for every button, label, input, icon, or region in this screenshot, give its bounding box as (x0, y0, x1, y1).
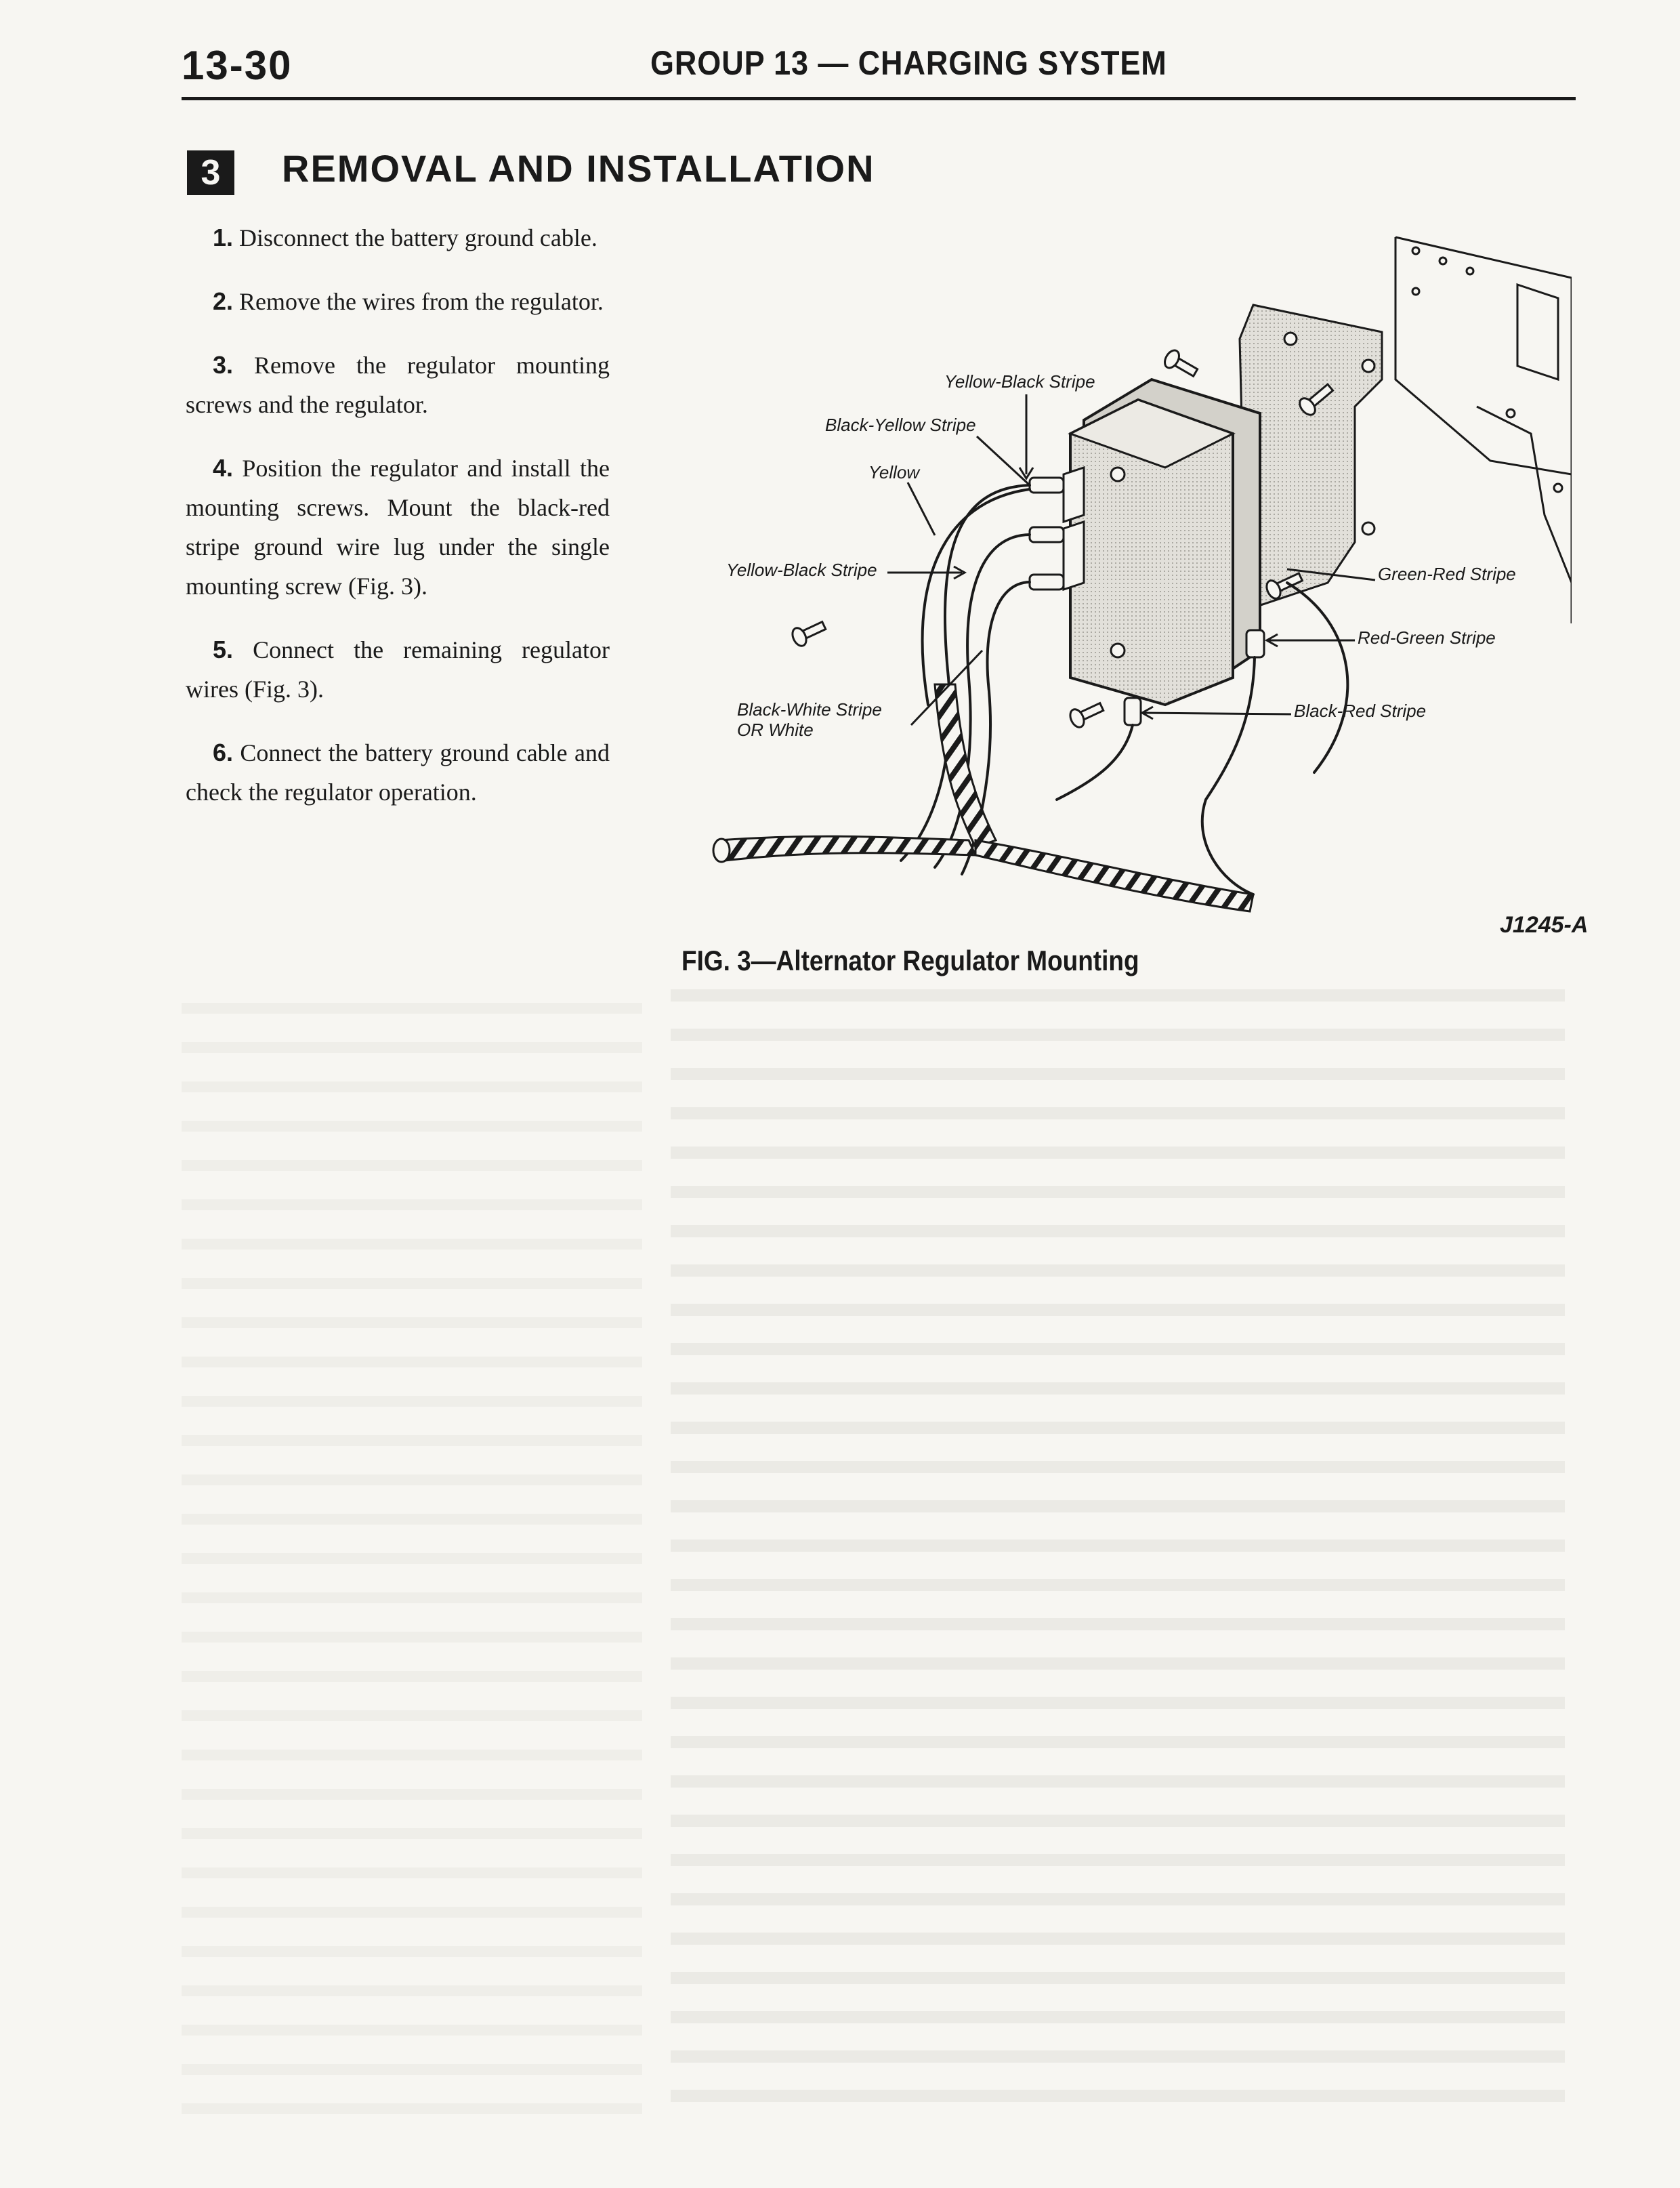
step-6 (186, 733, 610, 812)
step-text: Remove the regulator mounting screws and the regulator. (186, 352, 610, 418)
step-text: Disconnect the battery ground cable. (239, 224, 597, 251)
step-2 (186, 282, 610, 321)
figure-code: J1245-A (1500, 912, 1589, 938)
step-3 (186, 346, 610, 424)
step-number: 4. (213, 454, 234, 482)
label-or-white: OR White (737, 720, 814, 740)
step-number: 1. (213, 224, 234, 251)
label-black-white-stripe: Black-White Stripe (737, 699, 882, 720)
figure-caption: FIG. 3—Alternator Regulator Mounting (681, 945, 1139, 976)
label-red-green-stripe: Red-Green Stripe (1358, 627, 1496, 648)
step-number: 5. (213, 636, 234, 663)
step-1 (186, 218, 610, 257)
regulator-body (1064, 379, 1260, 705)
step-text: Connect the remaining regulator wires (Fig. 3). (186, 636, 610, 703)
label-black-yellow-stripe: Black-Yellow Stripe (825, 415, 976, 435)
bleed-through-texture (182, 1003, 642, 2114)
step-text: Connect the battery ground cable and check the regulator operation. (186, 739, 610, 806)
step-4 (186, 449, 610, 606)
step-text: Position the regulator and install the mounting screws. Mount the black-red stripe ground wire lug under the single mounting screw (Fig. 3). (186, 455, 610, 600)
section-title: REMOVAL AND INSTALLATION (282, 147, 875, 190)
label-yellow-black-stripe-left: Yellow-Black Stripe (726, 560, 877, 580)
page-number: 13-30 (182, 43, 293, 88)
label-black-red-stripe: Black-Red Stripe (1294, 701, 1427, 721)
step-5 (186, 630, 610, 709)
header-rule (182, 97, 1576, 100)
step-text: Remove the wires from the regulator. (239, 288, 604, 315)
step-number: 2. (213, 287, 234, 315)
step-number: 6. (213, 739, 234, 766)
step-number: 3. (213, 351, 234, 379)
chapter-title: GROUP 13 — CHARGING SYSTEM (650, 44, 1167, 82)
procedure-steps (186, 218, 610, 836)
bleed-through-texture (671, 989, 1565, 2107)
label-green-red-stripe: Green-Red Stripe (1378, 564, 1516, 584)
label-yellow-black-stripe-top: Yellow-Black Stripe (944, 371, 1095, 392)
label-yellow: Yellow (868, 462, 920, 482)
section-number-badge: 3 (187, 150, 234, 195)
